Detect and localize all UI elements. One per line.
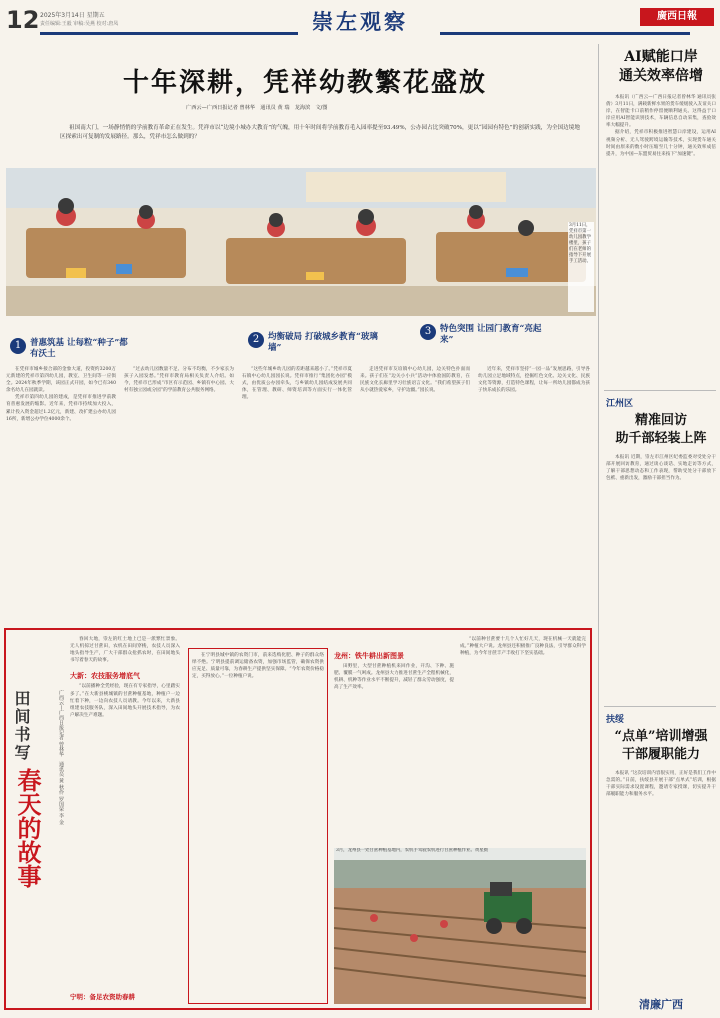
lead-intro [60, 124, 580, 166]
subhead-1 [10, 338, 180, 360]
fusui-title-2: 干部履职能力 [621, 747, 700, 762]
feature-col-4 [460, 636, 586, 776]
fusui-label: 扶绥 [606, 715, 625, 725]
jiangzhou-label: 江州区 [606, 399, 634, 409]
feature-col-1 [70, 636, 180, 996]
clean-guangxi-footer: 清廉广西 [639, 998, 683, 1011]
date-line: 2025年3月14日 星期五 [40, 12, 105, 19]
right-col-divider [598, 44, 599, 1010]
lead-col-1 [6, 366, 116, 622]
editors-line: 责任编辑:王毅 审稿:吴燕 校对:唐凤 [40, 21, 119, 27]
lead-col-4 [360, 366, 470, 622]
lead-para-1: 在凭祥市城乡接合部的金象大道，投资约3200万元新建的凭祥市第四幼儿园，教室、卫生间等一应俱全。2024年秋季学期，该园正式开园，如今已有340余名幼儿在园就读。 [6, 367, 116, 394]
feature-byline: 广西云—广西日报记者 曾林华 通讯员 黄 秋伶 罗国荣 李 金 [58, 690, 64, 825]
subhead-2-text: 均衡破局 打破城乡教育“玻璃墙” [268, 332, 378, 353]
field-photo-caption-box [334, 848, 586, 860]
jiangzhou-body-text: 本报讯 近期，崇左市江州区纪委监委对受处分干部开展回访教育，通过谈心谈话、实地走访等方式，了解干部思想动态和工作表现，帮助受处分干部放下包袱、重新出发，激励干部担当作为。 [606, 455, 716, 482]
feature-col2-text: 在宁明县城中镇的农资门市，前来选购化肥、种子的群众络绎不绝。宁明县提前调运储备农资，加强市场监管，确保农资供应充足、质量可靠，为春耕生产提供坚实保障。“今年农资价格稳定，买得放心。”一位种植户说。 [192, 653, 324, 680]
fusui-story [606, 712, 716, 988]
ai-story-title-1: AI赋能口岸 [624, 49, 698, 65]
ai-story [606, 48, 716, 344]
lead-para-4: “这些年城乡幼儿园的差距越来越小了。”凭祥市夏石镇中心幼儿园园长说。凭祥市推行“集团化办园”模式，由优质公办园牵头，与乡镇幼儿园结成发展共同体，在管理、教研、师资培训等方面实行一体化管理。 [242, 367, 352, 401]
fusui-body-text: 本报讯 “这次培训内容很实用，正好是我们工作中急需的。”日前，扶绥县开展干部“点单式”培训，根据干部实际需求设置课程，邀请专家授课，切实提升干部履职能力和服务水平。 [606, 771, 716, 798]
fusui-title-1: “点单”培训增强 [614, 729, 708, 744]
lead-para-6: 近年来，凭祥市坚持“一园一品”发展思路，引导各幼儿园立足地域特点，挖掘红色文化、边关文化、民族文化等资源，打造特色课程，让每一所幼儿园都成为孩子快乐成长的乐园。 [478, 367, 590, 394]
feature-sub-3: 龙州：铁牛耕出新图景 [334, 651, 404, 660]
lead-photo [6, 168, 596, 316]
masthead-rule-left [40, 32, 298, 35]
lead-para-5: 走进凭祥市友谊镇中心幼儿园，边关特色扑面而来。孩子们在“边关小小兵”活动中体验国防教育，在民族文化长廊里学习壮族语言文化。“我们希望孩子们从小就热爱家乡，守护边疆。”园长说。 [360, 367, 470, 394]
lead-col-3 [242, 366, 352, 622]
feature-title-2: 春天的 [13, 768, 42, 840]
lead-col-5 [478, 366, 590, 622]
subhead-3-text: 特色突围 让园门教育“亮起来” [440, 324, 542, 345]
sugarcane-field-illustration [334, 848, 586, 1004]
ai-story-body-2: 据介绍，凭祥市积极推进智慧口岸建设，运用AI视频分析、无人驾驶跨境运输等技术，实现货车通关时间由原来的数小时压缩至几十分钟，通关效率成倍提升，为中国—东盟贸易往来按下“加速键”。 [606, 130, 716, 157]
jiangzhou-story [606, 396, 716, 704]
ai-story-title-2: 通关效率倍增 [619, 68, 703, 84]
subhead-2-number: 2 [248, 332, 264, 348]
lead-title: 十年深耕，凭祥幼教繁花盛放 [122, 68, 487, 98]
masthead [0, 0, 720, 38]
lead-intro-text: 祖国南大门，一场静悄悄的学前教育革命正在发生。凭祥市以“边境小城办大教育”的气魄，用十年时间将学前教育毛入园率提至93.49%，公办园占比突破70%，更以“园园有特色”的创新实践，为全国边境地区探索出可复制的发展路径。那么，凭祥市怎么做到的？ [60, 125, 580, 140]
ai-story-body [606, 94, 716, 344]
masthead-rule-right [440, 32, 690, 35]
feature-col1-text: “以前播种全凭经验，现在有专家指导，心里踏实多了。”在大新县桃城镇的甘蔗种植基地，种植户一边忙着下种，一边向农技人员请教。今年以来，大新县组建农技服务队，深入田间地头开展技术指导，为农户解决生产难题。 [70, 684, 180, 718]
feature-sub-2: 宁明：备足农资助春耕 [70, 993, 135, 1001]
jiangzhou-title-2: 助千部轻装上阵 [615, 431, 707, 446]
logo-badge [640, 8, 714, 26]
subhead-1-text: 普惠筑基 让每粒“种子”都有沃土 [30, 338, 128, 359]
feature-title [10, 690, 44, 888]
subhead-2 [248, 332, 418, 354]
classroom-illustration [6, 168, 596, 316]
feature-col-3 [334, 636, 454, 776]
feature-intro: 春回大地，崇左的红土地上已是一派繁忙景象。无人机掠过甘蔗田，农机在田间穿梭，农技人员深入地头指导生产，广大干部群众抢抓农时，在田间地头书写着春天的故事。 [70, 637, 180, 664]
jiangzhou-body [606, 454, 716, 704]
feature-col4-text: “以前种甘蔗要十几个人忙好几天，现在机械一天就能完成。”种植大户说。龙州县还积极推广良种良法，引导群众科学种植，为今年甘蔗丰产丰收打下坚实基础。 [460, 637, 586, 657]
fusui-body [606, 770, 716, 988]
subhead-3 [420, 324, 590, 346]
lead-col-2 [124, 366, 234, 622]
feature-sub-1: 大新：农技服务增底气 [70, 671, 140, 681]
photo-caption: 3月11日，凭祥市第一幼儿园教学楼里，孩子们在老师的指导下开展手工活动。 [569, 223, 591, 264]
photo-caption-box [568, 222, 594, 312]
right-rule-2 [604, 706, 716, 707]
field-photo-caption: 3月，龙州县一处甘蔗种植基地内，农机手驾驶农机进行甘蔗种植作业。黄星摄 [336, 848, 489, 853]
logo-text: 廣西日報 [657, 11, 697, 22]
feature-title-1: 田间书写 [12, 690, 31, 762]
lead-byline: 广西云—广西日报记者 曾林华 通讯员 黄 瑞 龙海滨 文/图 [186, 105, 328, 111]
jiangzhou-title-1: 精准回访 [634, 413, 687, 428]
ai-story-body-1: 本报讯（广西云—广西日报记者曾林华 通讯员张倩）3月11日，满载新鲜水果的货车缓缓驶入友谊关口岸，在智能卡口前稍作停留便顺利通关。这得益于口岸应用AI智能识别技术，车辆信息自动采集，查验效率大幅提升。 [606, 95, 716, 129]
subhead-1-number: 1 [10, 338, 26, 354]
right-rule-1 [604, 390, 716, 391]
feature-col3-text: 田野里，大型甘蔗种植机来回作业，开沟、下种、施肥、覆膜一气呵成。龙州县大力推进甘蔗生产全程机械化，机耕、机种等作业水平不断提升，减轻了群众劳动强度，提高了生产效率。 [334, 664, 454, 691]
field-photo [334, 848, 586, 1004]
subhead-3-number: 3 [420, 324, 436, 340]
lead-para-2: 凭祥市第四幼儿园的建成，是凭祥市推进学前教育普惠发展的缩影。近年来，凭祥市持续加大投入，累计投入资金超过1.2亿元，新建、改扩建公办幼儿园16所，新增公办学位4000余个。 [6, 395, 116, 422]
page-number: 12 [6, 6, 40, 34]
section-name: 崇左观察 [312, 9, 408, 34]
feature-title-3: 故事 [13, 840, 42, 888]
feature-col-2 [192, 652, 324, 952]
lead-para-3: “过去幼儿园数量不足、分布不均衡，不少家长为孩子入园发愁。”凭祥市教育局相关负责人介绍。如今，凭祥市已形成“市区有示范园、乡镇有中心园、大村有独立园或分园”的学前教育公共服务网络。 [124, 367, 234, 394]
